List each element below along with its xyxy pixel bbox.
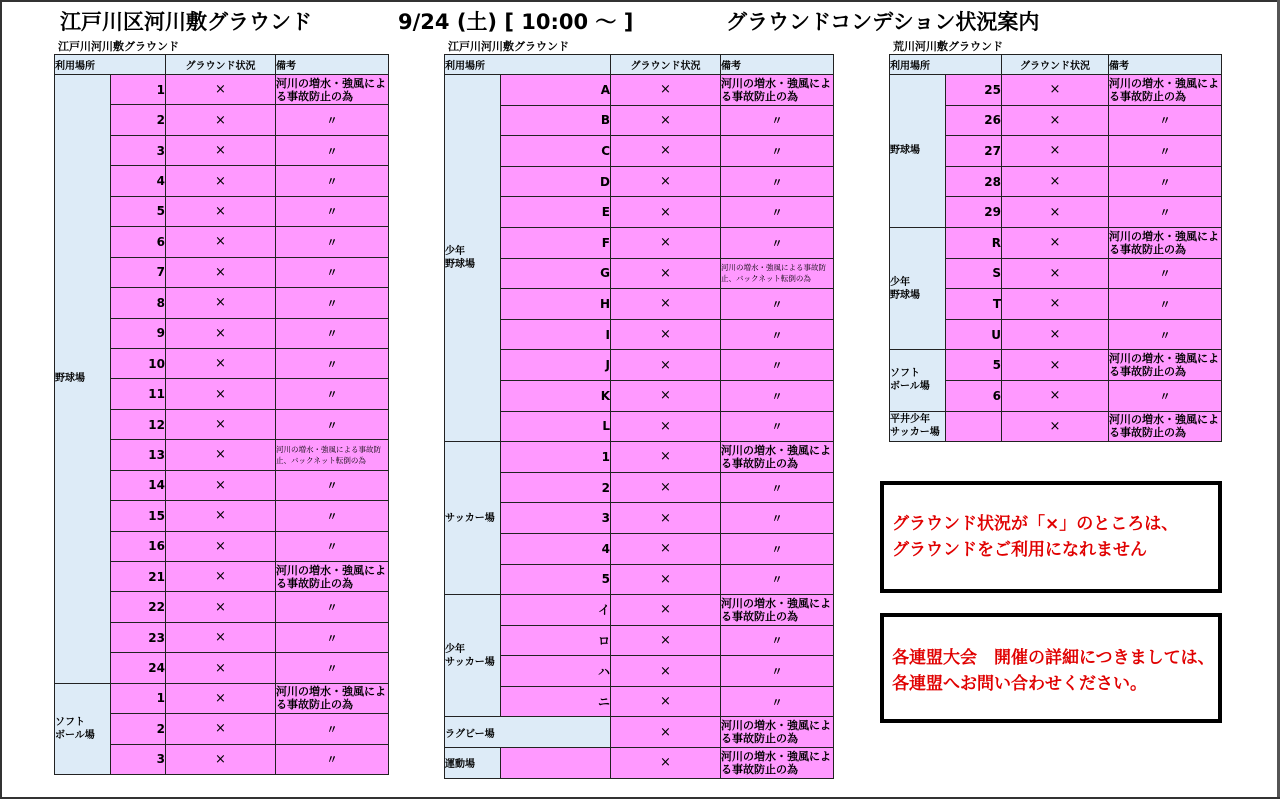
field-number: S [946,258,1002,289]
panel1-table [54,54,389,775]
field-number: 9 [111,318,166,348]
table-row [890,227,1222,258]
status-cell: × [611,472,721,503]
field-number: 28 [946,166,1002,197]
place-name: 運動場 [445,748,501,779]
field-number: 15 [111,501,166,531]
table-row [445,258,834,289]
place-name: 少年 サッカー場 [445,595,501,717]
blank-cell [501,748,611,779]
venue-title: 江戸川区河川敷グラウンド [60,10,312,34]
table-row [445,380,834,411]
header-status: グラウンド状況 [166,55,276,75]
field-number: ロ [501,625,611,656]
table-row [55,683,389,713]
field-number: 5 [501,564,611,595]
remarks-cell: 河川の増水・強風による事故防止、バックネット転倒の為 [276,440,389,470]
date-time: 9/24 (土) [ 10:00 ～ ] [398,10,634,34]
status-cell: × [166,562,276,592]
field-number: T [946,289,1002,320]
field-number: イ [501,595,611,626]
status-cell: × [166,622,276,652]
status-cell: × [166,409,276,439]
remarks-cell: 〃 [721,350,834,381]
status-cell: × [611,625,721,656]
status-cell: × [611,350,721,381]
field-number: 26 [946,105,1002,136]
notice-unavailable [880,481,1222,593]
remarks-cell: 河川の増水・強風による事故防止の為 [1109,350,1222,381]
remarks-cell: 〃 [276,622,389,652]
field-number: 1 [501,442,611,473]
field-number: I [501,319,611,350]
place-name: ソフト ボール場 [55,683,111,774]
status-cell: × [166,105,276,135]
remarks-cell: 河川の増水・強風による事故防止の為 [276,75,389,105]
field-number: 3 [111,135,166,165]
notice-federation-line-2: 各連盟へお問い合わせください。 [892,674,1147,694]
field-number: U [946,319,1002,350]
remarks-cell: 〃 [721,197,834,228]
table-row [445,411,834,442]
status-cell: × [166,653,276,683]
remarks-cell: 〃 [276,348,389,378]
table-row [445,350,834,381]
remarks-cell: 〃 [276,653,389,683]
status-cell: × [1002,319,1109,350]
status-cell: × [611,75,721,106]
header-remarks: 備考 [276,55,389,75]
table-row [445,533,834,564]
status-cell: × [166,683,276,713]
status-cell: × [166,318,276,348]
status-cell: × [166,714,276,744]
table-row [445,717,834,748]
table-row [445,136,834,167]
field-number: 2 [501,472,611,503]
notice-federation [880,613,1222,723]
status-cell: × [611,166,721,197]
header-remarks: 備考 [1109,55,1222,75]
frame-top-border [0,0,1280,2]
status-cell: × [1002,136,1109,167]
field-number: A [501,75,611,106]
status-cell: × [166,348,276,378]
table-row [445,227,834,258]
remarks-cell: 河川の増水・強風による事故防止の為 [721,748,834,779]
field-number: 12 [111,409,166,439]
status-cell: × [1002,289,1109,320]
field-number: B [501,105,611,136]
remarks-cell: 河川の増水・強風による事故防止、バックネット転倒の為 [721,258,834,289]
remarks-cell: 〃 [276,135,389,165]
remarks-cell: 〃 [1109,380,1222,411]
status-cell: × [1002,166,1109,197]
page-heading: グラウンドコンデション状況案内 [726,10,1040,34]
panel-3-title: 荒川河川敷グラウンド [893,40,1003,53]
field-number: 5 [946,350,1002,381]
field-number: 4 [111,166,166,196]
field-number: 16 [111,531,166,561]
remarks-cell: 〃 [276,379,389,409]
frame-left-border [0,0,2,799]
field-number: ニ [501,686,611,717]
field-number: 3 [111,744,166,774]
remarks-cell: 河川の増水・強風による事故防止の為 [276,683,389,713]
remarks-cell: 〃 [276,470,389,500]
field-number: E [501,197,611,228]
status-cell: × [1002,227,1109,258]
place-name: 少年 野球場 [445,75,501,442]
table-row [445,197,834,228]
field-number: J [501,350,611,381]
remarks-cell: 〃 [721,136,834,167]
remarks-cell: 〃 [1109,319,1222,350]
field-number: 10 [111,348,166,378]
field-number: 25 [946,75,1002,106]
status-cell: × [611,503,721,534]
remarks-cell: 河川の増水・強風による事故防止の為 [1109,411,1222,442]
remarks-cell: 〃 [276,744,389,774]
table-row [445,686,834,717]
field-number: 5 [111,196,166,226]
field-number: L [501,411,611,442]
header-place: 利用場所 [890,55,1002,75]
place-name: ラグビー場 [445,717,611,748]
header-status: グラウンド状況 [611,55,721,75]
table-row [890,411,1222,442]
table-row [445,166,834,197]
panel-2-title: 江戸川河川敷グラウンド [448,40,569,53]
remarks-cell: 河川の増水・強風による事故防止の為 [721,595,834,626]
field-number: 1 [111,75,166,105]
remarks-cell: 〃 [721,686,834,717]
status-cell: × [1002,258,1109,289]
field-number: 6 [111,227,166,257]
remarks-cell: 〃 [276,409,389,439]
status-cell: × [611,136,721,167]
status-cell: × [166,166,276,196]
field-number [946,411,1002,442]
field-number: 23 [111,622,166,652]
status-cell: × [166,379,276,409]
field-number: 4 [501,533,611,564]
table-row [445,748,834,779]
field-number: ハ [501,656,611,687]
status-cell: × [166,196,276,226]
status-cell: × [611,717,721,748]
status-cell: × [611,227,721,258]
status-cell: × [611,197,721,228]
status-cell: × [1002,380,1109,411]
field-number: 8 [111,288,166,318]
field-number: R [946,227,1002,258]
remarks-cell: 〃 [721,472,834,503]
status-cell: × [166,75,276,105]
field-number: 22 [111,592,166,622]
remarks-cell: 〃 [721,227,834,258]
remarks-cell: 〃 [1109,136,1222,167]
remarks-cell: 〃 [721,319,834,350]
table-row [890,350,1222,381]
table-row [445,75,834,106]
place-name: 平井少年 サッカー場 [890,411,946,442]
table-row [445,472,834,503]
place-name: 野球場 [890,75,946,228]
status-cell: × [166,288,276,318]
status-cell: × [166,744,276,774]
remarks-cell: 〃 [721,656,834,687]
field-number: 2 [111,714,166,744]
notice-unavailable-line-2: グラウンドをご利用になれません [892,540,1147,560]
status-cell: × [1002,75,1109,106]
remarks-cell: 〃 [721,503,834,534]
remarks-cell: 〃 [721,380,834,411]
status-cell: × [611,411,721,442]
remarks-cell: 河川の増水・強風による事故防止の為 [721,442,834,473]
table-row [445,105,834,136]
panel2-table [444,54,834,779]
field-number: 3 [501,503,611,534]
status-cell: × [166,531,276,561]
table-row [445,564,834,595]
status-cell: × [611,748,721,779]
table-row [445,289,834,320]
header-remarks: 備考 [721,55,834,75]
status-cell: × [1002,197,1109,228]
field-number: 6 [946,380,1002,411]
table-row [445,595,834,626]
remarks-cell: 〃 [1109,289,1222,320]
remarks-cell: 〃 [721,166,834,197]
remarks-cell: 〃 [1109,258,1222,289]
table-row [445,625,834,656]
place-name: 野球場 [55,75,111,684]
place-name: 少年 野球場 [890,227,946,349]
header-status: グラウンド状況 [1002,55,1109,75]
field-number: 27 [946,136,1002,167]
field-number: G [501,258,611,289]
status-cell: × [166,470,276,500]
remarks-cell: 〃 [276,531,389,561]
remarks-cell: 〃 [276,105,389,135]
status-cell: × [166,592,276,622]
field-number: C [501,136,611,167]
status-cell: × [611,258,721,289]
remarks-cell: 〃 [1109,166,1222,197]
status-cell: × [1002,105,1109,136]
remarks-cell: 〃 [721,564,834,595]
remarks-cell: 〃 [276,196,389,226]
table-row [890,75,1222,106]
remarks-cell: 〃 [276,714,389,744]
table-row [445,442,834,473]
status-cell: × [611,289,721,320]
notice-federation-line-1: 各連盟大会 開催の詳細につきましては、 [892,648,1215,668]
table-header-row [890,55,1222,75]
panel3-table [889,54,1222,442]
status-cell: × [611,380,721,411]
field-number: 2 [111,105,166,135]
remarks-cell: 〃 [276,318,389,348]
field-number: 24 [111,653,166,683]
status-cell: × [166,501,276,531]
table-header-row [445,55,834,75]
field-number: F [501,227,611,258]
remarks-cell: 〃 [721,625,834,656]
remarks-cell: 〃 [721,411,834,442]
status-cell: × [611,533,721,564]
remarks-cell: 〃 [276,501,389,531]
remarks-cell: 河川の増水・強風による事故防止の為 [721,75,834,106]
remarks-cell: 〃 [721,105,834,136]
panel-1-title: 江戸川河川敷グラウンド [58,40,179,53]
status-cell: × [166,440,276,470]
status-cell: × [611,564,721,595]
status-cell: × [611,319,721,350]
table-header-row [55,55,389,75]
status-cell: × [1002,350,1109,381]
remarks-cell: 〃 [276,257,389,287]
remarks-cell: 河川の増水・強風による事故防止の為 [1109,227,1222,258]
table-row [445,656,834,687]
status-cell: × [166,257,276,287]
status-cell: × [611,656,721,687]
remarks-cell: 河川の増水・強風による事故防止の為 [721,717,834,748]
remarks-cell: 〃 [276,166,389,196]
status-cell: × [166,227,276,257]
table-row [55,75,389,105]
field-number: 7 [111,257,166,287]
status-cell: × [611,105,721,136]
status-cell: × [611,595,721,626]
place-name: ソフト ボール場 [890,350,946,411]
remarks-cell: 〃 [1109,105,1222,136]
status-cell: × [611,442,721,473]
remarks-cell: 〃 [721,533,834,564]
status-cell: × [166,135,276,165]
notice-unavailable-line-1: グラウンド状況が「×」のところは、 [892,514,1179,534]
remarks-cell: 〃 [276,288,389,318]
status-cell: × [611,686,721,717]
remarks-cell: 〃 [721,289,834,320]
remarks-cell: 河川の増水・強風による事故防止の為 [276,562,389,592]
header-place: 利用場所 [55,55,166,75]
remarks-cell: 河川の増水・強風による事故防止の為 [1109,75,1222,106]
field-number: 1 [111,683,166,713]
field-number: D [501,166,611,197]
table-row [445,319,834,350]
status-cell: × [1002,411,1109,442]
field-number: K [501,380,611,411]
remarks-cell: 〃 [1109,197,1222,228]
field-number: 11 [111,379,166,409]
table-row [445,503,834,534]
field-number: 29 [946,197,1002,228]
remarks-cell: 〃 [276,592,389,622]
field-number: 21 [111,562,166,592]
field-number: H [501,289,611,320]
field-number: 13 [111,440,166,470]
header-place: 利用場所 [445,55,611,75]
field-number: 14 [111,470,166,500]
place-name: サッカー場 [445,442,501,595]
remarks-cell: 〃 [276,227,389,257]
